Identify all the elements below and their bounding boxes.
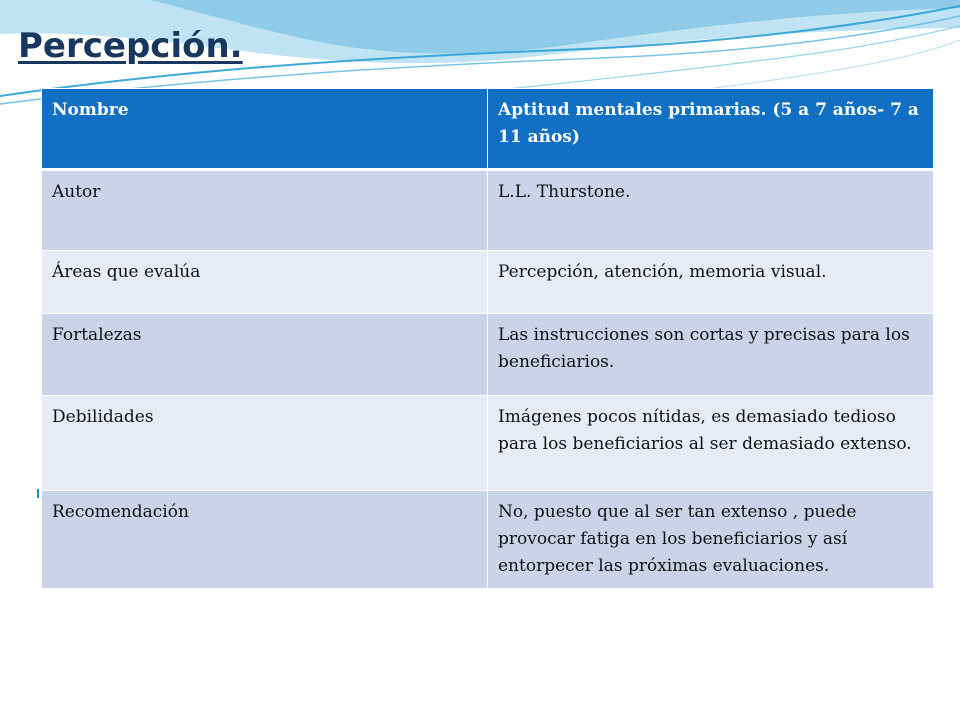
row-value: L.L. Thurstone. xyxy=(488,170,934,251)
row-value: Imágenes pocos nítidas, es demasiado tedioso para los beneficiarios al ser demasiado extenso. xyxy=(488,396,934,491)
row-label: Fortalezas xyxy=(42,314,488,396)
test-info-table xyxy=(41,88,934,589)
row-value: Percepción, atención, memoria visual. xyxy=(488,251,934,314)
row-value: No, puesto que al ser tan extenso , puede provocar fatiga en los beneficiarios y así entorpecer las próximas evaluaciones. xyxy=(488,491,934,589)
bullet-marker xyxy=(37,489,39,498)
row-label: Áreas que evalúa xyxy=(42,251,488,314)
table-row-debilidades xyxy=(42,396,934,491)
table-row-recomendacion xyxy=(42,491,934,589)
row-value: Las instrucciones son cortas y precisas para los beneficiarios. xyxy=(488,314,934,396)
table-header-row xyxy=(42,89,934,170)
row-label: Autor xyxy=(42,170,488,251)
table-row-autor xyxy=(42,170,934,251)
table-header-label: Nombre xyxy=(42,89,488,170)
row-label: Recomendación xyxy=(42,491,488,589)
slide-title: Percepción. xyxy=(18,26,243,66)
row-label: Debilidades xyxy=(42,396,488,491)
table-row-areas xyxy=(42,251,934,314)
table-header-value: Aptitud mentales primarias. (5 a 7 años- 7 a 11 años) xyxy=(488,89,934,170)
table-row-fortalezas xyxy=(42,314,934,396)
